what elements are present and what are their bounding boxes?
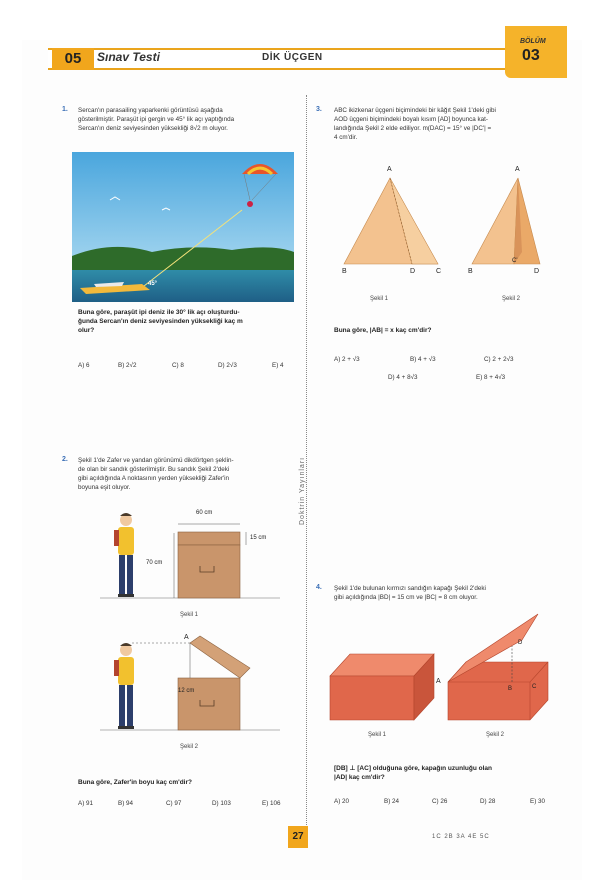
q1-option-d[interactable]: D) 2√3 xyxy=(218,362,237,369)
publisher-side-text: Doktrin Yayınları xyxy=(299,456,306,525)
q4-label-d: D xyxy=(518,640,523,646)
q2-caption-1: Şekil 1 xyxy=(180,612,199,618)
q2-option-b[interactable]: B) 94 xyxy=(118,800,134,807)
q4-label-c: C xyxy=(532,684,537,690)
bolum-number: 03 xyxy=(522,47,540,64)
q1-question-line: Buna göre, paraşüt ipi deniz ile 30° lik açı oluşturdu- xyxy=(78,309,240,316)
q3-figure-1 xyxy=(338,172,448,268)
q3-option-c[interactable]: C) 2 + 2√3 xyxy=(484,356,514,363)
q3-option-d[interactable]: D) 4 + 8√3 xyxy=(388,374,418,381)
q1-parasailing-photo xyxy=(72,152,294,302)
q1-line: gösterilmiştir. Paraşüt ipi gergin ve 45° lik açı yaptığında xyxy=(78,116,235,123)
q1-text xyxy=(78,106,298,133)
q1-question-line: olur? xyxy=(78,327,95,334)
q1-line: Sercan'ın parasailing yaparkenki görüntüsü aşağıda xyxy=(78,107,223,114)
q4-question-line: |AD| kaç cm'dir? xyxy=(334,774,385,781)
q4-question xyxy=(334,764,564,782)
q2-point-a: A xyxy=(184,634,189,641)
q3-option-b[interactable]: B) 4 + √3 xyxy=(410,356,436,363)
q2-dim-height: 70 cm xyxy=(146,560,163,566)
q4-text xyxy=(334,584,564,602)
q2-option-e[interactable]: E) 106 xyxy=(262,800,281,807)
q1-option-a[interactable]: A) 6 xyxy=(78,362,90,369)
q3-number: 3. xyxy=(316,106,322,113)
q2-figure-2 xyxy=(100,626,280,738)
q1-option-e[interactable]: E) 4 xyxy=(272,362,284,369)
q2-question: Buna göre, Zafer'in boyu kaç cm'dir? xyxy=(78,779,192,786)
bolum-label: BÖLÜM xyxy=(520,38,546,45)
q3-fig1-label-a: A xyxy=(387,166,392,173)
q2-number: 2. xyxy=(62,456,68,463)
q2-dim-open: 12 cm xyxy=(178,688,195,694)
q1-option-c[interactable]: C) 8 xyxy=(172,362,184,369)
q3-option-a[interactable]: A) 2 + √3 xyxy=(334,356,360,363)
q3-fig2-label-d: D xyxy=(534,268,540,275)
q4-number: 4. xyxy=(316,584,322,591)
q3-fig1-label-b: B xyxy=(342,268,347,275)
q4-line: gibi açıldığında |BD| = 15 cm ve |BC| = 8 cm oluyor. xyxy=(334,594,478,601)
q1-question xyxy=(78,308,298,335)
q2-dim-lid: 15 cm xyxy=(250,535,267,541)
q3-line: ABC ikizkenar üçgeni biçimindeki bir kâğıt Şekil 1'deki gibi xyxy=(334,107,496,114)
q2-option-d[interactable]: D) 103 xyxy=(212,800,231,807)
q4-label-b: B xyxy=(508,686,513,692)
test-label: Sınav Testi xyxy=(97,50,160,64)
q4-option-e[interactable]: E) 30 xyxy=(530,798,546,805)
q2-figure-1 xyxy=(100,506,280,606)
q1-question-line: ğunda Sercan'ın deniz seviyesinden yüksekliği kaç m xyxy=(78,318,243,325)
q2-text xyxy=(78,456,298,492)
q2-caption-2: Şekil 2 xyxy=(180,744,199,750)
q3-fig2-label-b: B xyxy=(468,268,473,275)
q1-option-b[interactable]: B) 2√2 xyxy=(118,362,137,369)
q4-option-b[interactable]: B) 24 xyxy=(384,798,400,805)
q2-option-c[interactable]: C) 97 xyxy=(166,800,182,807)
page-number: 27 xyxy=(288,826,308,848)
q3-fig2-label-c: C' xyxy=(512,258,518,264)
q3-fig1-label-d: D xyxy=(410,268,416,275)
answer-key: 1C 2B 3A 4E 5C xyxy=(432,834,490,840)
q2-line: Şekil 1'de Zafer ve yandan görünümü dikdörtgen şeklin- xyxy=(78,457,234,464)
q4-figures xyxy=(326,610,556,726)
q2-dim-width: 60 cm xyxy=(196,510,213,516)
q3-line: landığında Şekil 2 elde ediliyor. m(DAC) = 15° ve |DC'| = xyxy=(334,125,492,132)
q3-fig2-label-a: A xyxy=(515,166,520,173)
q4-option-d[interactable]: D) 28 xyxy=(480,798,496,805)
q1-line: Sercan'ın deniz seviyesinden yüksekliği 8√2 m oluyor. xyxy=(78,125,228,132)
q3-line: 4 cm'dir. xyxy=(334,134,358,141)
q4-option-a[interactable]: A) 20 xyxy=(334,798,350,805)
q3-line: AOD üçgeni biçimindeki boyalı kısım [AD] boyunca kat- xyxy=(334,116,488,123)
q4-caption-1: Şekil 1 xyxy=(368,732,387,738)
q3-fig1-label-c: C xyxy=(436,268,442,275)
q1-number: 1. xyxy=(62,106,68,113)
q4-caption-2: Şekil 2 xyxy=(486,732,505,738)
q3-text xyxy=(334,106,564,142)
page-title: DİK ÜÇGEN xyxy=(262,52,323,63)
q3-figure-2 xyxy=(468,172,548,268)
q4-line: Şekil 1'de bulunan kırmızı sandığın kapağı Şekil 2'deki xyxy=(334,585,486,592)
test-number: 05 xyxy=(52,48,94,70)
q3-caption-2: Şekil 2 xyxy=(502,296,521,302)
q4-option-c[interactable]: C) 26 xyxy=(432,798,448,805)
q3-option-e[interactable]: E) 8 + 4√3 xyxy=(476,374,506,381)
q4-question-line: [DB] ⊥ [AC] olduğuna göre, kapağın uzunluğu olan xyxy=(334,765,492,772)
q3-question: Buna göre, |AB| = x kaç cm'dir? xyxy=(334,327,432,334)
q3-caption-1: Şekil 1 xyxy=(370,296,389,302)
q2-line: de olan bir sandık gösterilmiştir. Bu sandık Şekil 2'deki xyxy=(78,466,230,473)
q2-option-a[interactable]: A) 91 xyxy=(78,800,94,807)
q2-line: gibi açıldığında A noktasının yerden yüksekliği Zafer'in xyxy=(78,475,230,482)
q4-label-a: A xyxy=(436,678,441,685)
q1-angle-label: 45° xyxy=(148,281,158,287)
q2-line: boyuna eşit oluyor. xyxy=(78,484,131,491)
